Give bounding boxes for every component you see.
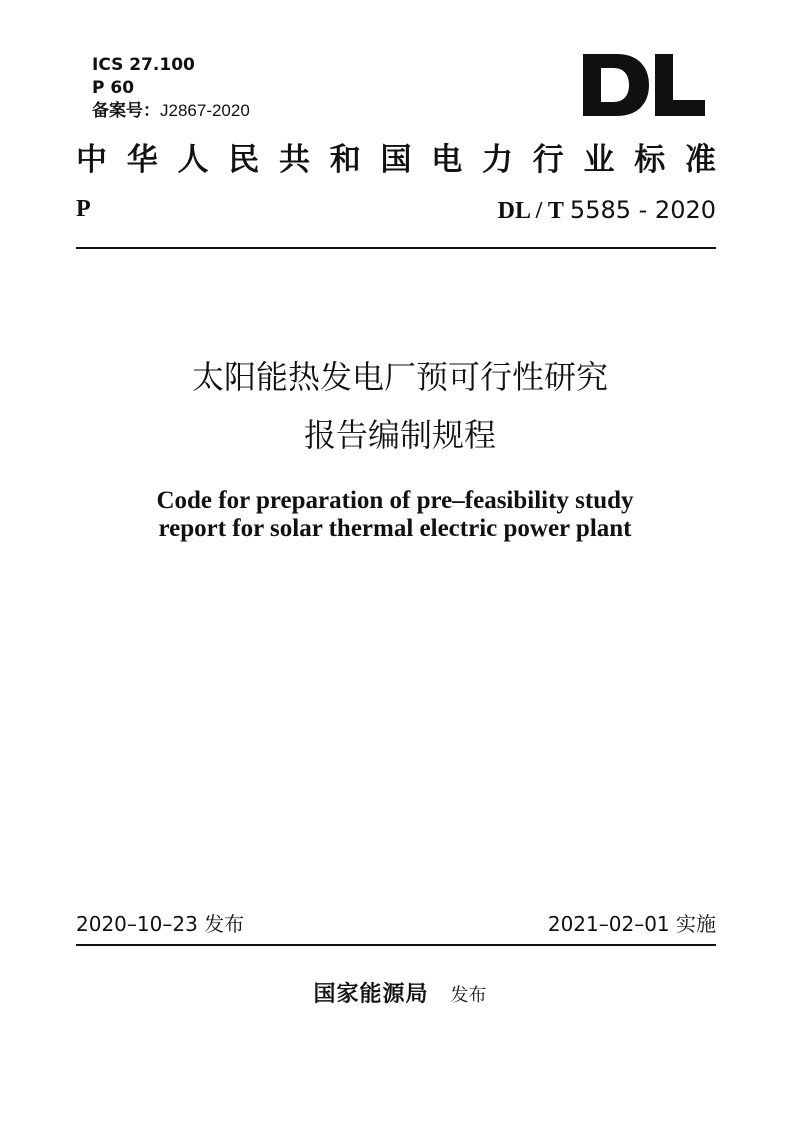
dl-logo (583, 54, 705, 116)
industry-title-char: 人 (177, 142, 209, 177)
industry-title-char: 共 (279, 142, 310, 177)
standard-code: 5585 - 2020 (569, 196, 716, 224)
record-label: 备案号： (92, 101, 160, 121)
record-number (92, 101, 250, 121)
issuer (0, 980, 800, 1010)
title-zh-line1: 太阳能热发电厂预可行性研究 (191, 358, 608, 396)
industry-title-char: 电 (431, 142, 463, 177)
issuer-org: 国家能源局 (313, 981, 429, 1006)
title-en-line1: Code for preparation of pre–feasibility study (156, 487, 634, 514)
implement-date-value: 2021–02–01 (547, 912, 670, 936)
record-value: J2867-2020 (160, 101, 250, 120)
publish-label: 发布 (204, 912, 245, 936)
ics-code: ICS 27.100 (92, 55, 195, 75)
industry-title-char: 国 (380, 142, 412, 177)
industry-title-char: 行 (532, 142, 564, 177)
footer-divider (76, 944, 716, 946)
industry-title-char: 中 (76, 142, 107, 177)
industry-title-char: 和 (329, 142, 361, 177)
publish-date (76, 912, 244, 936)
implement-date (548, 912, 716, 936)
industry-title-char: 力 (482, 142, 513, 177)
title-en-line2: report for solar thermal electric power plant (158, 515, 632, 542)
header-divider (76, 247, 716, 249)
industry-title-char: 华 (126, 142, 158, 177)
industry-title-char: 准 (685, 142, 716, 177)
standard-number (498, 196, 716, 225)
issuer-verb: 发布 (450, 985, 487, 1006)
industry-standard-title (76, 140, 716, 180)
publish-date-value: 2020–10–23 (76, 912, 198, 936)
industry-title-char: 民 (228, 142, 260, 177)
title-zh-line2: 报告编制规程 (303, 416, 496, 454)
industry-title-char: 标 (634, 142, 666, 177)
standard-prefix: DL / T (497, 198, 564, 224)
ccs-code: P 60 (92, 78, 135, 98)
classification-letter: P (76, 196, 91, 222)
implement-label: 实施 (676, 912, 716, 936)
industry-title-char: 业 (583, 142, 615, 177)
